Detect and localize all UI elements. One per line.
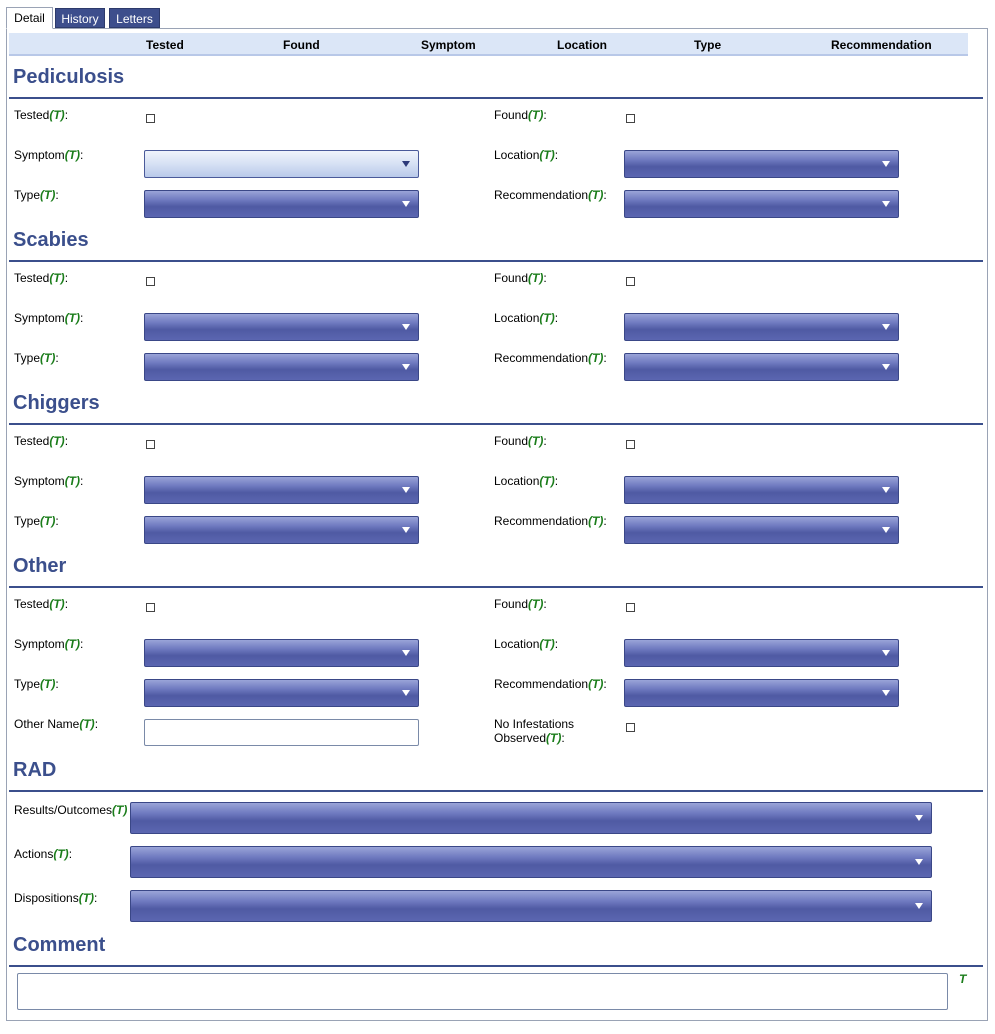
chevron-down-icon [402,487,410,493]
chevron-down-icon [882,650,890,656]
section-title-pediculosis: Pediculosis [13,66,125,88]
chevron-down-icon [402,324,410,330]
comment-textarea[interactable] [17,973,948,1010]
section-rule [9,97,983,99]
col-location: Location [557,38,607,52]
scabies-tested-checkbox[interactable] [146,277,155,286]
label-actions: Actions(T): [14,847,73,861]
label-symptom: Symptom(T): [14,474,84,488]
label-tested: Tested(T): [14,271,69,285]
chevron-down-icon [402,527,410,533]
chevron-down-icon [402,690,410,696]
label-recommendation: Recommendation(T): [494,677,607,691]
chevron-down-icon [882,324,890,330]
actions-dropdown[interactable] [130,846,932,878]
pediculosis-symptom-dropdown[interactable] [144,150,419,178]
chevron-down-icon [882,201,890,207]
chiggers-type-dropdown[interactable] [144,516,419,544]
label-dispositions: Dispositions(T): [14,891,98,905]
other-type-dropdown[interactable] [144,679,419,707]
chevron-down-icon [402,201,410,207]
label-results: Results/Outcomes(T) [14,803,128,817]
label-found: Found(T): [494,271,547,285]
col-symptom: Symptom [421,38,476,52]
dispositions-dropdown[interactable] [130,890,932,922]
chevron-down-icon [402,364,410,370]
label-symptom: Symptom(T): [14,311,84,325]
label-recommendation: Recommendation(T): [494,188,607,202]
scabies-location-dropdown[interactable] [624,313,899,341]
section-rule [9,790,983,792]
section-rule [9,965,983,967]
tab-history[interactable]: History [55,8,105,28]
col-found: Found [283,38,320,52]
col-tested: Tested [146,38,184,52]
other-location-dropdown[interactable] [624,639,899,667]
section-title-chiggers: Chiggers [13,392,100,414]
other-name-input[interactable] [144,719,419,746]
label-symptom: Symptom(T): [14,148,84,162]
section-title-other: Other [13,555,67,577]
pediculosis-found-checkbox[interactable] [626,114,635,123]
label-tested: Tested(T): [14,108,69,122]
label-type: Type(T): [14,514,59,528]
scabies-found-checkbox[interactable] [626,277,635,286]
chevron-down-icon [882,487,890,493]
chiggers-location-dropdown[interactable] [624,476,899,504]
template-marker[interactable]: T [959,972,967,986]
label-found: Found(T): [494,597,547,611]
section-rule [9,260,983,262]
no-infestations-checkbox[interactable] [626,723,635,732]
chevron-down-icon [882,364,890,370]
chiggers-symptom-dropdown[interactable] [144,476,419,504]
chevron-down-icon [882,690,890,696]
pediculosis-recommendation-dropdown[interactable] [624,190,899,218]
chevron-down-icon [402,161,410,167]
label-recommendation: Recommendation(T): [494,351,607,365]
other-found-checkbox[interactable] [626,603,635,612]
results-outcomes-dropdown[interactable] [130,802,932,834]
chevron-down-icon [882,527,890,533]
other-tested-checkbox[interactable] [146,603,155,612]
label-no-infestations: No Infestations Observed(T): [494,717,575,745]
scabies-symptom-dropdown[interactable] [144,313,419,341]
chevron-down-icon [915,815,923,821]
chiggers-recommendation-dropdown[interactable] [624,516,899,544]
col-type: Type [694,38,722,52]
pediculosis-location-dropdown[interactable] [624,150,899,178]
column-header [9,33,968,56]
label-symptom: Symptom(T): [14,637,84,651]
label-type: Type(T): [14,188,59,202]
tab-letters[interactable]: Letters [109,8,160,28]
label-location: Location(T): [494,474,559,488]
section-title-scabies: Scabies [13,229,89,251]
chiggers-found-checkbox[interactable] [626,440,635,449]
label-tested: Tested(T): [14,434,69,448]
other-recommendation-dropdown[interactable] [624,679,899,707]
scabies-recommendation-dropdown[interactable] [624,353,899,381]
tab-detail[interactable]: Detail [6,7,53,29]
label-found: Found(T): [494,434,547,448]
label-recommendation: Recommendation(T): [494,514,607,528]
chevron-down-icon [882,161,890,167]
other-symptom-dropdown[interactable] [144,639,419,667]
chevron-down-icon [915,859,923,865]
label-type: Type(T): [14,677,59,691]
pediculosis-tested-checkbox[interactable] [146,114,155,123]
col-recommendation: Recommendation [831,38,932,52]
pediculosis-type-dropdown[interactable] [144,190,419,218]
label-other-name: Other Name(T): [14,717,99,731]
label-found: Found(T): [494,108,547,122]
label-location: Location(T): [494,637,559,651]
section-rule [9,423,983,425]
label-location: Location(T): [494,148,559,162]
label-type: Type(T): [14,351,59,365]
scabies-type-dropdown[interactable] [144,353,419,381]
label-location: Location(T): [494,311,559,325]
section-title-rad: RAD [13,759,57,781]
chevron-down-icon [402,650,410,656]
chevron-down-icon [915,903,923,909]
label-tested: Tested(T): [14,597,69,611]
chiggers-tested-checkbox[interactable] [146,440,155,449]
section-title-comment: Comment [13,934,106,956]
section-rule [9,586,983,588]
